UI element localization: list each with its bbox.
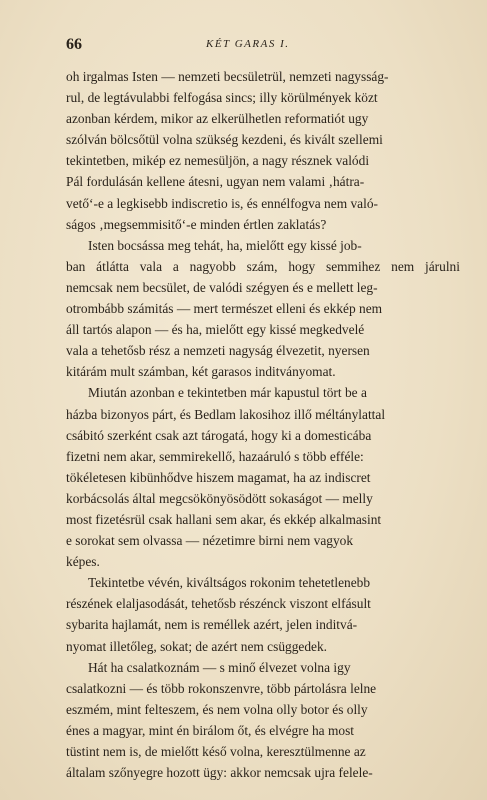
text-line: azonban kérdem, mikor az elkerülhetlen reformatiót ugy — [66, 111, 369, 127]
text-line: nemcsak nem becsület, de valódi szégyen és e mellett leg- — [66, 279, 378, 295]
text-line: csalatkozni — és több rokonszenvre, több pártolásra lelne — [66, 680, 377, 696]
text-line: énes a magyar, mint én birálom őt, és elvégre ha most — [66, 722, 355, 738]
running-title: KÉT GARAS I. — [206, 38, 290, 50]
text-line: vető‘-e a legkisebb indiscretio is, és ennélfogva nem való- — [66, 195, 378, 211]
text-line: részének elaljasodását, tehetősb részénck viszont elfásult — [66, 596, 371, 612]
text-line: fizetni nem akar, semmirekellő, hazaáruló s több efféle: — [66, 448, 364, 464]
text-line: Isten bocsássa meg tehát, ha, mielőtt egy kissé job- — [88, 237, 362, 253]
text-line: sybarita hajlamát, nem is reméllek azért, jelen inditvá- — [66, 617, 358, 633]
text-line: most fizetésrül csak hallani sem akar, és ekkép alkalmasint — [66, 511, 382, 527]
text-line: szólván bölcsőtül volna szükség kezdeni, és kivált szellemi — [66, 132, 383, 148]
text-line: általam szőnyegre hozott ügy: akkor nemcsak ujra felele- — [66, 765, 373, 781]
text-line: képes. — [66, 554, 100, 570]
text-line: korbácsolás által megcsökönyösödött sokaságot — melly — [66, 490, 373, 506]
text-line: tökéletesen kibünhődve hiszem magamat, ha az indiscret — [66, 469, 371, 485]
text-line: rul, de legtávulabbi felfogása sincs; illy körülmények közt — [66, 90, 378, 106]
text-line: tüstint nem is, de mielőtt késő volna, keresztülmenne az — [66, 744, 366, 759]
page-number: 66 — [66, 36, 82, 53]
text-line: Miután azonban e tekintetben már kapustul tört be a — [88, 385, 367, 401]
text-line: nyomat illetőleg, sokat; de azért nem csüggedek. — [66, 638, 328, 654]
text-line: házba bizonyos párt, és Bedlam lakosihoz illő méltánylattal — [66, 406, 386, 422]
text-line: Pál fordulásán kellene átesni, ugyan nem valami ‚hátra- — [66, 174, 365, 190]
text-line: tekintetben, mikép ez nemesüljön, a nagy résznek valódi — [66, 153, 370, 169]
text-line: Hát ha csalatkoznám — s minő élvezet volna igy — [88, 659, 351, 675]
text-line: áll tartós alapon — és ha, mielőtt egy kissé megkedvelé — [66, 322, 365, 338]
text-line: ban átlátta vala a nagyobb szám, hogy semmihez nem járulni — [66, 258, 460, 274]
text-line: eszmém, mint felteszem, és nem volna olly botor és olly — [66, 701, 368, 717]
body-text — [66, 66, 460, 783]
text-line: otrombább számitás — mert természet elleni és ekkép nem — [66, 301, 383, 317]
text-line: Tekintetbe vévén, kiváltságos rokonim tehetetlenebb — [88, 575, 371, 591]
text-line: oh irgalmas Isten — nemzeti becsületrül, nemzeti nagysság- — [66, 69, 389, 84]
text-line: e sorokat sem olvassa — nézetimre birni nem vagyok — [66, 533, 354, 549]
page-header — [66, 36, 460, 58]
text-line: ságos ‚megsemmisitő‘-e minden értlen zaklatás? — [66, 216, 327, 232]
text-line: kitárám mult számban, két garasos inditványomat. — [66, 364, 336, 380]
text-line: csábitó szerként csak azt tárogatá, hogy ki a domesticába — [66, 427, 372, 443]
text-line: vala a tehetősb rész a nemzeti nagyság élvezetit, nyersen — [66, 343, 370, 359]
